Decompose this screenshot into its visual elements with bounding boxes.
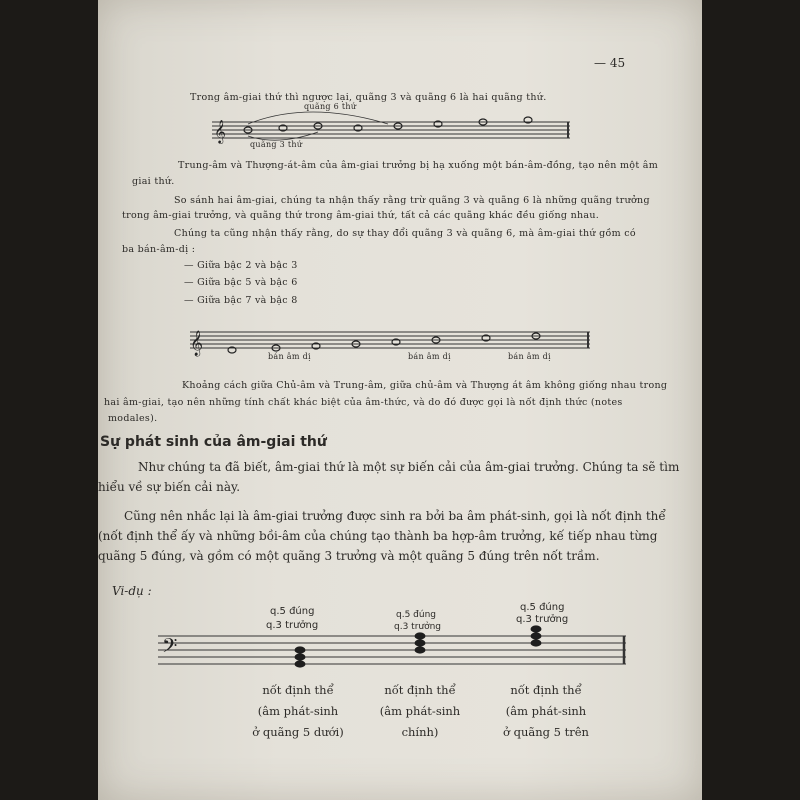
music-example-3 [156,630,632,674]
para3-line1: Chúng ta cũng nhận thấy rằng, do sự thay đổi quãng 3 và quãng 6, mà âm-giai thứ gồm có [174,228,636,239]
para4-line2: hai âm-giai, tạo nên những tính chất khác biệt của âm-thức, và do đó được gọi là nốt định thức (notes [104,397,623,408]
interval-label-sixth: quãng 6 thứ [304,102,357,111]
treble-clef-icon: 𝄞 [214,119,226,143]
para6-line3: quãng 5 đúng, và gồm có một quãng 3 trưởng và một quãng 5 đúng trên nốt trầm. [98,549,600,563]
page-number: — 45 [594,56,626,70]
chord1-caption: nốt định thể (âm phát-sinh ở quãng 5 dưới) [252,683,344,739]
example-label: Vi-dụ : [112,584,152,598]
para2-line2: trong âm-giai trưởng, và quãng thứ trong âm-giai thứ, tất cả các quãng khác đều giống nhau. [122,210,600,221]
para5-line1: Như chúng ta đã biết, âm-giai thứ là một sự biến cải của âm-giai trưởng. Chúng ta sẽ tìm [138,460,680,474]
chord1-interval-5: q.5 đúng [270,606,315,617]
book-page [98,0,702,800]
semitone-label-3: bán âm dị [508,352,551,361]
para6-line1: Cũng nên nhắc lại là âm-giai trưởng được sinh ra bởi ba âm phát-sinh, gọi là nốt định thể [124,509,666,523]
para2-line1: So sánh hai âm-giai, chúng ta nhận thấy rằng trừ quãng 3 và quãng 6 là những quãng trưởng [174,195,650,206]
list-item-2: — Giữa bậc 5 và bậc 6 [184,277,298,288]
para3-line2: ba bán-âm-dị : [122,244,196,255]
chord2-caption: nốt định thể (âm phát-sinh chính) [379,683,461,739]
semitone-label-2: bán âm dị [408,352,451,361]
section-heading: Sự phát sinh của âm-giai thứ [100,434,327,450]
chord-2 [415,632,426,653]
interval-label-third: quãng 3 thứ [250,140,303,149]
chord2-interval-3: q.3 trưởng [394,622,442,632]
para4-line3: modales). [108,413,158,424]
chord2-interval-5: q.5 đúng [396,610,436,620]
semitone-label-1: bán âm dị [268,352,311,361]
intro-line: Trong âm-giai thứ thì ngược lại, quãng 3 và quãng 6 là hai quãng thứ. [190,92,547,103]
chord-3 [531,625,542,646]
chord3-interval-5: q.5 đúng [520,602,565,613]
chord-1 [295,646,306,667]
para4-line1: Khoảng cách giữa Chủ-âm và Trung-âm, giữa chủ-âm và Thượng át âm không giống nhau trong [182,380,668,391]
bass-clef-icon: 𝄢 [162,634,178,662]
para1-line1: Trung-âm và Thượng-át-âm của âm-giai trưởng bị hạ xuống một bán-âm-đồng, tạo nên một âm [178,160,659,171]
chord3-interval-3: q.3 trưởng [516,614,569,625]
para1-line2: giai thứ. [132,176,175,187]
chord1-interval-3: q.3 trưởng [266,620,319,631]
list-item-1: — Giữa bậc 2 và bậc 3 [184,260,298,271]
para5-line2: hiểu về sự biến cải này. [98,480,241,494]
para6-line2: (nốt định thể ấy và những bồi-âm của chúng tạo thành ba hợp-âm trưởng, kế tiếp nhau từng [98,529,658,543]
scale-notes [244,117,532,133]
list-item-3: — Giữa bậc 7 và bậc 8 [184,295,298,306]
chord3-caption: nốt định thể (âm phát-sinh ở quãng 5 trên [503,683,589,739]
treble-clef-icon: 𝄞 [190,331,204,356]
